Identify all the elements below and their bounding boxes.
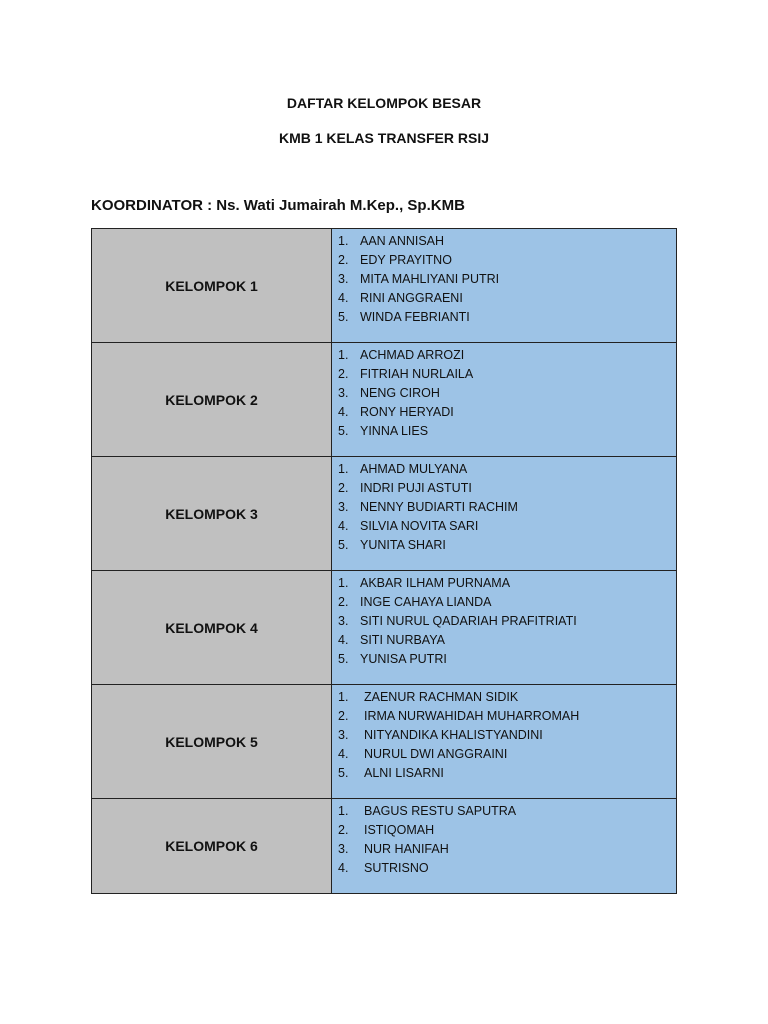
member-number: 3. [338,386,349,400]
member-name: IRMA NURWAHIDAH MUHARROMAH [364,709,580,723]
groups-table [91,228,677,894]
group-row [92,343,677,457]
member-list [332,799,676,878]
member-item [338,764,676,783]
member-number: 4. [338,747,349,761]
group-row [92,685,677,799]
member-name: YINNA LIES [360,424,429,438]
member-number: 2. [338,595,349,609]
group-members [332,229,677,343]
member-number: 1. [338,690,349,704]
member-number: 1. [338,462,349,476]
member-item [338,536,676,555]
member-item [338,517,676,536]
member-name: NUR HANIFAH [364,842,449,856]
member-number: 1. [338,576,349,590]
member-item [338,726,676,745]
member-number: 3. [338,272,349,286]
member-item [338,251,676,270]
member-name: INDRI PUJI ASTUTI [360,481,472,495]
member-name: SITI NURBAYA [360,633,445,647]
member-name: AKBAR ILHAM PURNAMA [360,576,511,590]
member-name: WINDA FEBRIANTI [360,310,470,324]
member-number: 2. [338,253,349,267]
group-row [92,571,677,685]
member-name: SUTRISNO [364,861,429,875]
group-members [332,571,677,685]
member-name: AHMAD MULYANA [360,462,468,476]
member-number: 2. [338,823,349,837]
member-number: 3. [338,614,349,628]
member-number: 1. [338,804,349,818]
member-item [338,498,676,517]
document-subtitle: KMB 1 KELAS TRANSFER RSIJ [278,130,490,146]
member-name: FITRIAH NURLAILA [360,367,474,381]
member-number: 4. [338,861,349,875]
member-name: YUNITA SHARI [360,538,446,552]
member-name: RINI ANGGRAENI [360,291,463,305]
member-number: 5. [338,310,349,324]
group-name: KELOMPOK 4 [92,571,332,685]
member-number: 4. [338,291,349,305]
member-name: ACHMAD ARROZI [360,348,465,362]
member-number: 4. [338,519,349,533]
member-number: 1. [338,234,349,248]
member-item [338,460,676,479]
member-number: 3. [338,500,349,514]
member-item [338,688,676,707]
member-number: 5. [338,652,349,666]
member-item [338,821,676,840]
member-name: NENNY BUDIARTI RACHIM [360,500,518,514]
member-name: SITI NURUL QADARIAH PRAFITRIATI [360,614,577,628]
member-list [332,685,676,783]
member-item [338,745,676,764]
group-members [332,685,677,799]
group-members [332,799,677,894]
member-item [338,574,676,593]
member-item [338,631,676,650]
member-name: ISTIQOMAH [364,823,435,837]
member-name: EDY PRAYITNO [360,253,452,267]
group-row [92,229,677,343]
member-item [338,384,676,403]
member-list [332,343,676,441]
group-name: KELOMPOK 2 [92,343,332,457]
member-name: ZAENUR RACHMAN SIDIK [364,690,519,704]
member-item [338,346,676,365]
member-name: ALNI LISARNI [364,766,444,780]
member-item [338,289,676,308]
member-number: 3. [338,842,349,856]
member-item [338,308,676,327]
member-name: SILVIA NOVITA SARI [360,519,479,533]
member-name: RONY HERYADI [360,405,454,419]
member-item [338,270,676,289]
group-name: KELOMPOK 1 [92,229,332,343]
group-members [332,457,677,571]
group-row [92,457,677,571]
member-item [338,593,676,612]
member-number: 2. [338,481,349,495]
member-name: INGE CAHAYA LIANDA [360,595,492,609]
member-item [338,403,676,422]
member-name: YUNISA PUTRI [360,652,447,666]
member-list [332,571,676,669]
member-item [338,859,676,878]
member-number: 1. [338,348,349,362]
member-name: BAGUS RESTU SAPUTRA [364,804,517,818]
document-title: DAFTAR KELOMPOK BESAR [286,95,482,111]
member-number: 3. [338,728,349,742]
group-name: KELOMPOK 3 [92,457,332,571]
member-number: 5. [338,766,349,780]
member-name: NURUL DWI ANGGRAINI [364,747,508,761]
group-members [332,343,677,457]
member-name: MITA MAHLIYANI PUTRI [360,272,500,286]
member-number: 4. [338,405,349,419]
group-name: KELOMPOK 6 [92,799,332,894]
member-number: 5. [338,538,349,552]
member-number: 2. [338,709,349,723]
group-name: KELOMPOK 5 [92,685,332,799]
member-name: NITYANDIKA KHALISTYANDINI [364,728,543,742]
member-number: 2. [338,367,349,381]
member-item [338,365,676,384]
member-list [332,229,676,327]
member-item [338,840,676,859]
member-name: NENG CIROH [360,386,440,400]
group-row [92,799,677,894]
member-item [338,612,676,631]
member-number: 5. [338,424,349,438]
member-item [338,479,676,498]
member-item [338,707,676,726]
member-item [338,650,676,669]
member-item [338,422,676,441]
koordinator-line: KOORDINATOR : Ns. Wati Jumairah M.Kep., Sp.KMB [91,197,465,214]
member-number: 4. [338,633,349,647]
member-name: AAN ANNISAH [360,234,445,248]
member-item [338,232,676,251]
member-item [338,802,676,821]
member-list [332,457,676,555]
